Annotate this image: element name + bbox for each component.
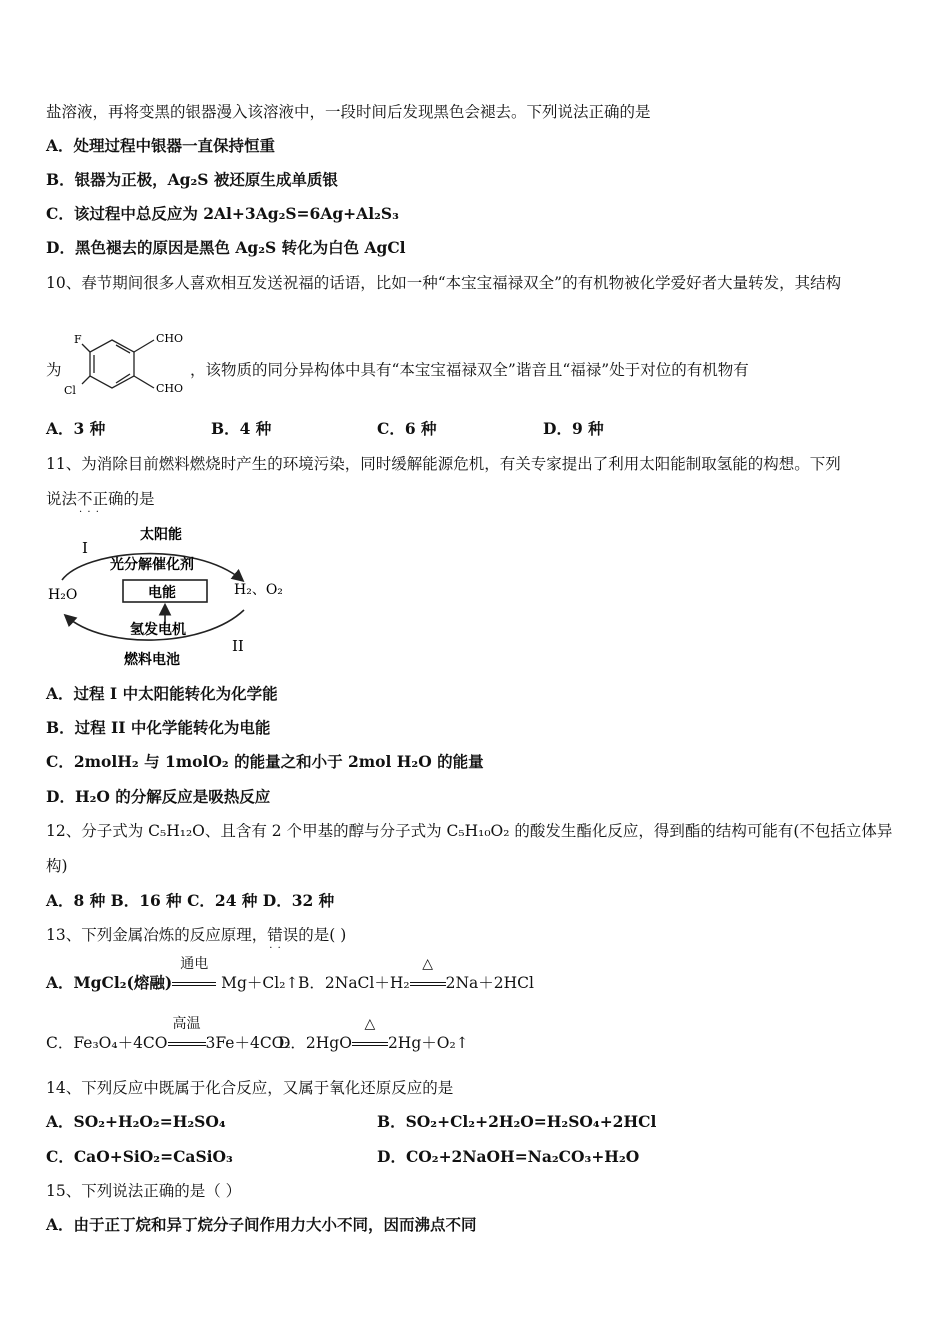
q10-stem-suffix: ，该物质的同分异构体中具有“本宝宝福禄双全”谐音且“福禄”处于对位的有机物有 bbox=[190, 361, 749, 379]
q13-a-arrow bbox=[172, 956, 216, 993]
q13-d-arrow bbox=[352, 1016, 388, 1053]
q9-option-c: C．该过程中总反应为 2Al+3Ag₂S=6Ag+Al₂S₃ bbox=[46, 204, 399, 223]
q13-stem bbox=[46, 925, 346, 945]
q13-b-condition: △ bbox=[422, 956, 433, 972]
q13-option-b bbox=[298, 956, 534, 993]
q11-option-d: D．H₂O 的分解反应是吸热反应 bbox=[46, 787, 271, 806]
q11-h2o-label: H₂O bbox=[48, 587, 78, 603]
q10-stem: 10、春节期间很多人喜欢相互发送祝福的话语，比如一种“本宝宝福禄双全”的有机物被化学爱好者大量转发，其结构 bbox=[46, 274, 842, 292]
q10-structure bbox=[62, 328, 192, 400]
q15-option-a: A．由于正丁烷和异丁烷分子间作用力大小不同，因而沸点不同 bbox=[46, 1215, 477, 1234]
q14-option-d: D．CO₂+2NaOH=Na₂CO₃+H₂O bbox=[377, 1147, 640, 1166]
q9-option-d: D．黑色褪去的原因是黑色 Ag₂S 转化为白色 AgCl bbox=[46, 238, 406, 257]
q11-stem: 11、为消除目前燃料燃烧时产生的环境污染，同时缓解能源危机，有关专家提出了利用太阳能制取氢能的构想。下列 bbox=[46, 455, 841, 473]
q14-option-c: C．CaO+SiO₂=CaSiO₃ bbox=[46, 1147, 233, 1166]
q11-roman-2: II bbox=[232, 637, 244, 655]
q10-option-d: D．9 种 bbox=[543, 419, 604, 438]
q13-c-arrow bbox=[168, 1016, 206, 1053]
q11-diagram bbox=[44, 520, 284, 670]
q10-stem-prefix: 为 bbox=[46, 361, 62, 379]
q9-option-a: A．处理过程中银器一直保持恒重 bbox=[46, 136, 276, 155]
q10-option-a: A．3 种 bbox=[46, 419, 106, 438]
q13-option-a bbox=[46, 956, 299, 993]
q14-option-b: B．SO₂+Cl₂+2H₂O=H₂SO₄+2HCl bbox=[377, 1112, 657, 1131]
q13-a-right: Mg＋Cl₂↑ bbox=[216, 974, 299, 992]
q10-option-c: C．6 种 bbox=[377, 419, 437, 438]
q10-sub-cl: Cl bbox=[64, 384, 76, 397]
q13-b-right: 2Na＋2HCl bbox=[445, 974, 534, 992]
q11-roman-1: I bbox=[82, 539, 88, 557]
q13-option-d bbox=[278, 1016, 469, 1053]
q13-a-left: A．MgCl₂(熔融) bbox=[46, 973, 173, 992]
q13-a-condition: 通电 bbox=[180, 956, 209, 972]
q10-sub-cho-top: CHO bbox=[156, 332, 184, 345]
q13-option-c bbox=[46, 1016, 291, 1053]
q13-d-right: 2Hg＋O₂↑ bbox=[387, 1034, 469, 1052]
q13-stem-b: 的是( ) bbox=[298, 926, 347, 944]
q14-stem: 14、下列反应中既属于化合反应，又属于氧化还原反应的是 bbox=[46, 1079, 454, 1097]
q9-stem: 盐溶液，再将变黑的银器漫入该溶液中，一段时间后发现黑色会褪去。下列说法正确的是 bbox=[46, 103, 651, 121]
q13-d-left: D．2HgO bbox=[278, 1034, 352, 1052]
q12-stem: 12、分子式为 C₅H₁₂O、且含有 2 个甲基的醇与分子式为 C₅H₁₀O₂ 的酸发生酯化反应，得到酯的结构可能有(不包括立体异 bbox=[46, 822, 893, 840]
q11-fuel-cell-label: 燃料电池 bbox=[124, 652, 180, 668]
q13-b-left: B．2NaCl＋H₂ bbox=[298, 974, 410, 992]
q11-option-c: C．2molH₂ 与 1molO₂ 的能量之和小于 2mol H₂O 的能量 bbox=[46, 752, 484, 771]
q11-solar-label: 太阳能 bbox=[140, 527, 182, 543]
q11-option-b: B．过程 II 中化学能转化为电能 bbox=[46, 718, 271, 737]
q13-c-condition: 高温 bbox=[172, 1016, 201, 1032]
q11-generator-label: 氢发电机 bbox=[130, 622, 186, 638]
q12-stem-2: 构) bbox=[46, 857, 68, 875]
q15-stem: 15、下列说法正确的是（ ） bbox=[46, 1182, 242, 1200]
q10-sub-cho-bottom: CHO bbox=[156, 382, 184, 395]
q12-options: A．8 种 B．16 种 C．24 种 D．32 种 bbox=[46, 891, 335, 910]
q10-option-b: B．4 种 bbox=[211, 419, 272, 438]
q11-h2-o2-label: H₂、O₂ bbox=[234, 582, 283, 598]
q11-option-a: A．过程 I 中太阳能转化为化学能 bbox=[46, 684, 278, 703]
q11-stem-2 bbox=[46, 489, 155, 509]
q11-catalyst-label: 光分解催化剂 bbox=[110, 557, 194, 573]
q11-electric-label: 电能 bbox=[148, 585, 176, 601]
q11-stem-2b: 的是 bbox=[123, 490, 155, 508]
q13-emphasis: 错误 · · bbox=[267, 926, 298, 944]
q10-sub-f: F bbox=[74, 333, 82, 346]
q11-emphasis: 不正确 · · · bbox=[77, 490, 124, 508]
q11-stem-2a: 说法 bbox=[46, 490, 78, 508]
q13-stem-a: 13、下列金属冶炼的反应原理， bbox=[46, 926, 268, 944]
q13-b-arrow bbox=[410, 956, 446, 993]
q13-c-right: 3Fe＋4CO₂ bbox=[205, 1034, 291, 1052]
q9-option-b: B．银器为正极，Ag₂S 被还原生成单质银 bbox=[46, 170, 338, 189]
q13-d-condition: △ bbox=[364, 1016, 376, 1032]
q14-option-a: A．SO₂+H₂O₂=H₂SO₄ bbox=[46, 1112, 226, 1131]
q13-c-left: C．Fe₃O₄＋4CO bbox=[46, 1034, 168, 1052]
